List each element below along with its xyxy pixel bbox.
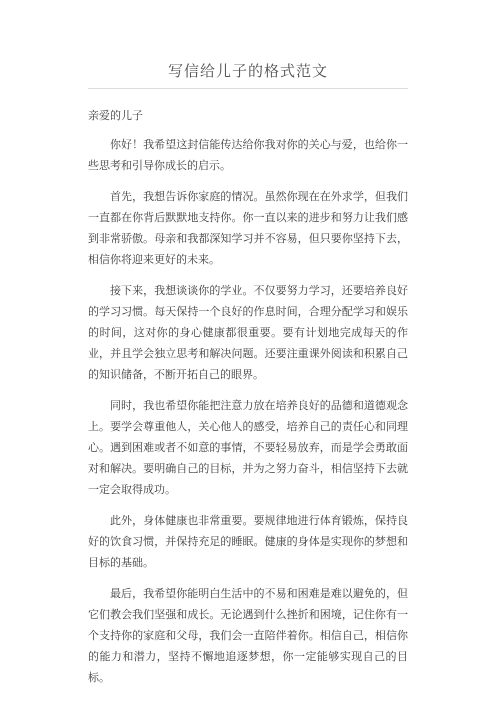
document-title: 写信给儿子的格式范文 (167, 62, 328, 80)
paragraph-study: 接下来，我想谈谈你的学业。不仅要努力学习，还要培养良好的学习习惯。每天保持一个良好的作息时间，合理分配学习和娱乐的时间，这对你的身心健康都很重要。要有计划地完成每天的作业，并且学会独立思考和解决问题。还要注重课外阅读和积累自己的知识储备，不断开拓自己的眼界。 (88, 284, 408, 381)
paragraph-health: 此外，身体健康也非常重要。要规律地进行体育锻炼，保持良好的饮食习惯，并保持充足的睡眠。健康的身体是实现你的梦想和目标的基础。 (88, 514, 408, 569)
paragraph-greeting: 你好！我希望这封信能传达给你我对你的关心与爱，也给你一些思考和引导你成长的启示。 (88, 138, 408, 172)
paragraph-character: 同时，我也希望你能把注意力放在培养良好的品德和道德观念上。要学会尊重他人，关心他人的感受，培养自己的责任心和同理心。遇到困难或者不如意的事情，不要轻易放弃，而是学会勇敢面对和解决。要明确自己的目标，并为之努力奋斗，相信坚持下去就一定会取得成功。 (88, 399, 408, 496)
salutation: 亲爱的儿子 (88, 109, 143, 122)
title-divider (88, 88, 408, 89)
paragraph-closing: 最后，我希望你能明白生活中的不易和困难是难以避免的，但它们教会我们坚强和成长。无论遇到什么挫折和困境，记住你有一个支持你的家庭和父母，我们会一直陪伴着你。相信自己，相信你的能力和潜力，坚持不懈地追逐梦想，你一定能够实现自己的目标。 (88, 587, 408, 684)
paragraph-family: 首先，我想告诉你家庭的情况。虽然你现在在外求学，但我们一直都在你背后默默地支持你。你一直以来的进步和努力让我们感到非常骄傲。母亲和我都深知学习并不容易，但只要你坚持下去，相信你将迎来更好的未来。 (88, 190, 408, 266)
